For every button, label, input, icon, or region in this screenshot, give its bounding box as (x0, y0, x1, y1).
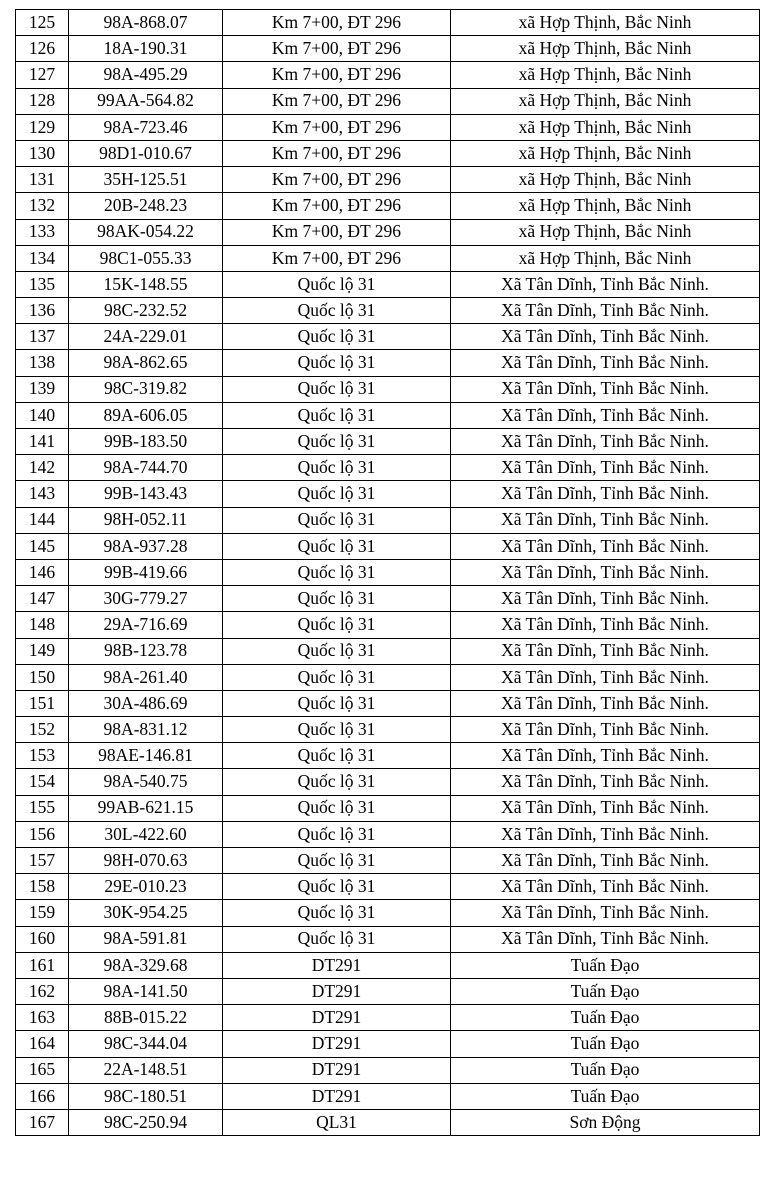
row-number-cell: 166 (16, 1083, 69, 1109)
violation-location-cell: Quốc lộ 31 (223, 298, 451, 324)
administrative-unit-cell: Tuấn Đạo (451, 1057, 760, 1083)
row-number-cell: 127 (16, 62, 69, 88)
row-number-cell: 167 (16, 1109, 69, 1135)
violation-location-cell: Quốc lộ 31 (223, 507, 451, 533)
administrative-unit-cell: Xã Tân Dĩnh, Tỉnh Bắc Ninh. (451, 900, 760, 926)
license-plate-cell: 98H-070.63 (69, 848, 223, 874)
table-row (16, 874, 760, 900)
row-number-cell: 150 (16, 664, 69, 690)
administrative-unit-cell: Tuấn Đạo (451, 1005, 760, 1031)
row-number-cell: 135 (16, 271, 69, 297)
license-plate-cell: 98A-744.70 (69, 455, 223, 481)
license-plate-cell: 98A-723.46 (69, 114, 223, 140)
row-number-cell: 128 (16, 88, 69, 114)
administrative-unit-cell: Tuấn Đạo (451, 1031, 760, 1057)
violation-location-cell: Quốc lộ 31 (223, 900, 451, 926)
table-row (16, 324, 760, 350)
table-row (16, 298, 760, 324)
administrative-unit-cell: xã Hợp Thịnh, Bắc Ninh (451, 219, 760, 245)
row-number-cell: 141 (16, 429, 69, 455)
table-row (16, 219, 760, 245)
row-number-cell: 136 (16, 298, 69, 324)
table-row (16, 114, 760, 140)
license-plate-cell: 30A-486.69 (69, 690, 223, 716)
table-row (16, 769, 760, 795)
license-plate-cell: 98A-329.68 (69, 952, 223, 978)
administrative-unit-cell: Sơn Động (451, 1109, 760, 1135)
license-plate-cell: 98A-495.29 (69, 62, 223, 88)
row-number-cell: 165 (16, 1057, 69, 1083)
row-number-cell: 129 (16, 114, 69, 140)
table-row (16, 848, 760, 874)
administrative-unit-cell: Tuấn Đạo (451, 1083, 760, 1109)
row-number-cell: 140 (16, 402, 69, 428)
table-row (16, 376, 760, 402)
table-row (16, 926, 760, 952)
license-plate-cell: 89A-606.05 (69, 402, 223, 428)
violation-location-cell: Quốc lộ 31 (223, 821, 451, 847)
table-row (16, 821, 760, 847)
license-plate-cell: 22A-148.51 (69, 1057, 223, 1083)
table-row (16, 690, 760, 716)
license-plate-cell: 98A-540.75 (69, 769, 223, 795)
violation-location-cell: Quốc lộ 31 (223, 664, 451, 690)
violation-location-cell: Km 7+00, ĐT 296 (223, 193, 451, 219)
violation-location-cell: Km 7+00, ĐT 296 (223, 36, 451, 62)
violation-location-cell: DT291 (223, 1031, 451, 1057)
violation-location-cell: Quốc lộ 31 (223, 795, 451, 821)
administrative-unit-cell: xã Hợp Thịnh, Bắc Ninh (451, 140, 760, 166)
license-plate-cell: 20B-248.23 (69, 193, 223, 219)
row-number-cell: 161 (16, 952, 69, 978)
license-plate-cell: 35H-125.51 (69, 167, 223, 193)
violation-location-cell: Quốc lộ 31 (223, 848, 451, 874)
table-body (16, 10, 760, 1136)
row-number-cell: 144 (16, 507, 69, 533)
administrative-unit-cell: xã Hợp Thịnh, Bắc Ninh (451, 245, 760, 271)
row-number-cell: 145 (16, 533, 69, 559)
administrative-unit-cell: Xã Tân Dĩnh, Tỉnh Bắc Ninh. (451, 324, 760, 350)
license-plate-cell: 98B-123.78 (69, 638, 223, 664)
violation-location-cell: DT291 (223, 1057, 451, 1083)
table-row (16, 717, 760, 743)
row-number-cell: 137 (16, 324, 69, 350)
table-row (16, 1057, 760, 1083)
license-plate-cell: 98A-261.40 (69, 664, 223, 690)
administrative-unit-cell: xã Hợp Thịnh, Bắc Ninh (451, 193, 760, 219)
violation-location-cell: Quốc lộ 31 (223, 743, 451, 769)
table-row (16, 1083, 760, 1109)
violation-location-cell: Km 7+00, ĐT 296 (223, 167, 451, 193)
table-row (16, 402, 760, 428)
violation-location-cell: Quốc lộ 31 (223, 455, 451, 481)
violation-table-container (15, 9, 759, 1136)
administrative-unit-cell: Xã Tân Dĩnh, Tỉnh Bắc Ninh. (451, 429, 760, 455)
license-plate-cell: 98D1-010.67 (69, 140, 223, 166)
table-row (16, 88, 760, 114)
row-number-cell: 163 (16, 1005, 69, 1031)
administrative-unit-cell: Xã Tân Dĩnh, Tỉnh Bắc Ninh. (451, 612, 760, 638)
administrative-unit-cell: Xã Tân Dĩnh, Tỉnh Bắc Ninh. (451, 926, 760, 952)
violation-location-cell: DT291 (223, 1083, 451, 1109)
violation-location-cell: DT291 (223, 978, 451, 1004)
violation-location-cell: Quốc lộ 31 (223, 586, 451, 612)
violation-location-cell: Km 7+00, ĐT 296 (223, 88, 451, 114)
table-row (16, 140, 760, 166)
license-plate-cell: 98A-868.07 (69, 10, 223, 36)
row-number-cell: 142 (16, 455, 69, 481)
table-row (16, 1005, 760, 1031)
administrative-unit-cell: Xã Tân Dĩnh, Tỉnh Bắc Ninh. (451, 874, 760, 900)
violation-location-cell: Quốc lộ 31 (223, 559, 451, 585)
row-number-cell: 156 (16, 821, 69, 847)
administrative-unit-cell: Xã Tân Dĩnh, Tỉnh Bắc Ninh. (451, 455, 760, 481)
row-number-cell: 146 (16, 559, 69, 585)
row-number-cell: 153 (16, 743, 69, 769)
administrative-unit-cell: Xã Tân Dĩnh, Tỉnh Bắc Ninh. (451, 664, 760, 690)
violation-location-cell: Quốc lộ 31 (223, 350, 451, 376)
violation-location-cell: Km 7+00, ĐT 296 (223, 62, 451, 88)
license-plate-cell: 18A-190.31 (69, 36, 223, 62)
administrative-unit-cell: Xã Tân Dĩnh, Tỉnh Bắc Ninh. (451, 638, 760, 664)
violation-location-cell: Quốc lộ 31 (223, 324, 451, 350)
row-number-cell: 162 (16, 978, 69, 1004)
administrative-unit-cell: xã Hợp Thịnh, Bắc Ninh (451, 114, 760, 140)
violation-table (15, 9, 760, 1136)
table-row (16, 612, 760, 638)
license-plate-cell: 98A-831.12 (69, 717, 223, 743)
violation-location-cell: Quốc lộ 31 (223, 717, 451, 743)
license-plate-cell: 99AA-564.82 (69, 88, 223, 114)
administrative-unit-cell: Xã Tân Dĩnh, Tỉnh Bắc Ninh. (451, 350, 760, 376)
table-row (16, 245, 760, 271)
violation-location-cell: Km 7+00, ĐT 296 (223, 10, 451, 36)
row-number-cell: 147 (16, 586, 69, 612)
table-row (16, 952, 760, 978)
administrative-unit-cell: xã Hợp Thịnh, Bắc Ninh (451, 36, 760, 62)
row-number-cell: 157 (16, 848, 69, 874)
table-row (16, 638, 760, 664)
violation-location-cell: Quốc lộ 31 (223, 612, 451, 638)
row-number-cell: 126 (16, 36, 69, 62)
administrative-unit-cell: Xã Tân Dĩnh, Tỉnh Bắc Ninh. (451, 743, 760, 769)
administrative-unit-cell: Xã Tân Dĩnh, Tỉnh Bắc Ninh. (451, 533, 760, 559)
violation-location-cell: Quốc lộ 31 (223, 874, 451, 900)
administrative-unit-cell: Xã Tân Dĩnh, Tỉnh Bắc Ninh. (451, 298, 760, 324)
table-row (16, 1109, 760, 1135)
license-plate-cell: 88B-015.22 (69, 1005, 223, 1031)
table-row (16, 10, 760, 36)
table-row (16, 271, 760, 297)
administrative-unit-cell: Xã Tân Dĩnh, Tỉnh Bắc Ninh. (451, 507, 760, 533)
violation-location-cell: Km 7+00, ĐT 296 (223, 245, 451, 271)
table-row (16, 559, 760, 585)
table-row (16, 350, 760, 376)
license-plate-cell: 30K-954.25 (69, 900, 223, 926)
violation-location-cell: Quốc lộ 31 (223, 376, 451, 402)
administrative-unit-cell: xã Hợp Thịnh, Bắc Ninh (451, 88, 760, 114)
row-number-cell: 164 (16, 1031, 69, 1057)
license-plate-cell: 98C-180.51 (69, 1083, 223, 1109)
license-plate-cell: 99AB-621.15 (69, 795, 223, 821)
violation-location-cell: DT291 (223, 952, 451, 978)
row-number-cell: 152 (16, 717, 69, 743)
administrative-unit-cell: Xã Tân Dĩnh, Tỉnh Bắc Ninh. (451, 821, 760, 847)
license-plate-cell: 98C-232.52 (69, 298, 223, 324)
row-number-cell: 159 (16, 900, 69, 926)
license-plate-cell: 29A-716.69 (69, 612, 223, 638)
row-number-cell: 138 (16, 350, 69, 376)
license-plate-cell: 98C1-055.33 (69, 245, 223, 271)
row-number-cell: 131 (16, 167, 69, 193)
violation-location-cell: Quốc lộ 31 (223, 271, 451, 297)
table-row (16, 193, 760, 219)
license-plate-cell: 98A-862.65 (69, 350, 223, 376)
license-plate-cell: 98H-052.11 (69, 507, 223, 533)
violation-location-cell: Quốc lộ 31 (223, 533, 451, 559)
violation-location-cell: Km 7+00, ĐT 296 (223, 219, 451, 245)
row-number-cell: 139 (16, 376, 69, 402)
table-row (16, 586, 760, 612)
license-plate-cell: 30L-422.60 (69, 821, 223, 847)
violation-location-cell: Km 7+00, ĐT 296 (223, 114, 451, 140)
row-number-cell: 148 (16, 612, 69, 638)
administrative-unit-cell: Xã Tân Dĩnh, Tỉnh Bắc Ninh. (451, 717, 760, 743)
table-row (16, 429, 760, 455)
administrative-unit-cell: Xã Tân Dĩnh, Tỉnh Bắc Ninh. (451, 690, 760, 716)
violation-location-cell: DT291 (223, 1005, 451, 1031)
license-plate-cell: 98C-344.04 (69, 1031, 223, 1057)
administrative-unit-cell: xã Hợp Thịnh, Bắc Ninh (451, 10, 760, 36)
table-row (16, 664, 760, 690)
row-number-cell: 133 (16, 219, 69, 245)
table-row (16, 978, 760, 1004)
administrative-unit-cell: Tuấn Đạo (451, 952, 760, 978)
administrative-unit-cell: Xã Tân Dĩnh, Tỉnh Bắc Ninh. (451, 376, 760, 402)
violation-location-cell: Quốc lộ 31 (223, 769, 451, 795)
row-number-cell: 134 (16, 245, 69, 271)
license-plate-cell: 98AE-146.81 (69, 743, 223, 769)
row-number-cell: 160 (16, 926, 69, 952)
license-plate-cell: 98C-319.82 (69, 376, 223, 402)
table-row (16, 795, 760, 821)
license-plate-cell: 99B-419.66 (69, 559, 223, 585)
license-plate-cell: 99B-183.50 (69, 429, 223, 455)
license-plate-cell: 24A-229.01 (69, 324, 223, 350)
table-row (16, 167, 760, 193)
administrative-unit-cell: Xã Tân Dĩnh, Tỉnh Bắc Ninh. (451, 402, 760, 428)
license-plate-cell: 98A-141.50 (69, 978, 223, 1004)
administrative-unit-cell: Xã Tân Dĩnh, Tỉnh Bắc Ninh. (451, 848, 760, 874)
row-number-cell: 143 (16, 481, 69, 507)
row-number-cell: 149 (16, 638, 69, 664)
table-row (16, 36, 760, 62)
administrative-unit-cell: Tuấn Đạo (451, 978, 760, 1004)
license-plate-cell: 98A-591.81 (69, 926, 223, 952)
table-row (16, 481, 760, 507)
license-plate-cell: 98A-937.28 (69, 533, 223, 559)
administrative-unit-cell: xã Hợp Thịnh, Bắc Ninh (451, 167, 760, 193)
row-number-cell: 158 (16, 874, 69, 900)
table-row (16, 743, 760, 769)
table-row (16, 455, 760, 481)
administrative-unit-cell: Xã Tân Dĩnh, Tỉnh Bắc Ninh. (451, 559, 760, 585)
license-plate-cell: 99B-143.43 (69, 481, 223, 507)
table-row (16, 62, 760, 88)
administrative-unit-cell: xã Hợp Thịnh, Bắc Ninh (451, 62, 760, 88)
row-number-cell: 130 (16, 140, 69, 166)
table-row (16, 533, 760, 559)
violation-location-cell: Quốc lộ 31 (223, 638, 451, 664)
violation-location-cell: Quốc lộ 31 (223, 402, 451, 428)
administrative-unit-cell: Xã Tân Dĩnh, Tỉnh Bắc Ninh. (451, 586, 760, 612)
administrative-unit-cell: Xã Tân Dĩnh, Tỉnh Bắc Ninh. (451, 271, 760, 297)
license-plate-cell: 98AK-054.22 (69, 219, 223, 245)
violation-location-cell: Quốc lộ 31 (223, 690, 451, 716)
row-number-cell: 151 (16, 690, 69, 716)
row-number-cell: 154 (16, 769, 69, 795)
violation-location-cell: Quốc lộ 31 (223, 481, 451, 507)
license-plate-cell: 15K-148.55 (69, 271, 223, 297)
violation-location-cell: Quốc lộ 31 (223, 926, 451, 952)
violation-location-cell: Km 7+00, ĐT 296 (223, 140, 451, 166)
license-plate-cell: 98C-250.94 (69, 1109, 223, 1135)
violation-location-cell: Quốc lộ 31 (223, 429, 451, 455)
license-plate-cell: 29E-010.23 (69, 874, 223, 900)
row-number-cell: 132 (16, 193, 69, 219)
administrative-unit-cell: Xã Tân Dĩnh, Tỉnh Bắc Ninh. (451, 769, 760, 795)
table-row (16, 1031, 760, 1057)
row-number-cell: 125 (16, 10, 69, 36)
administrative-unit-cell: Xã Tân Dĩnh, Tỉnh Bắc Ninh. (451, 795, 760, 821)
license-plate-cell: 30G-779.27 (69, 586, 223, 612)
table-row (16, 507, 760, 533)
administrative-unit-cell: Xã Tân Dĩnh, Tỉnh Bắc Ninh. (451, 481, 760, 507)
table-row (16, 900, 760, 926)
violation-location-cell: QL31 (223, 1109, 451, 1135)
row-number-cell: 155 (16, 795, 69, 821)
